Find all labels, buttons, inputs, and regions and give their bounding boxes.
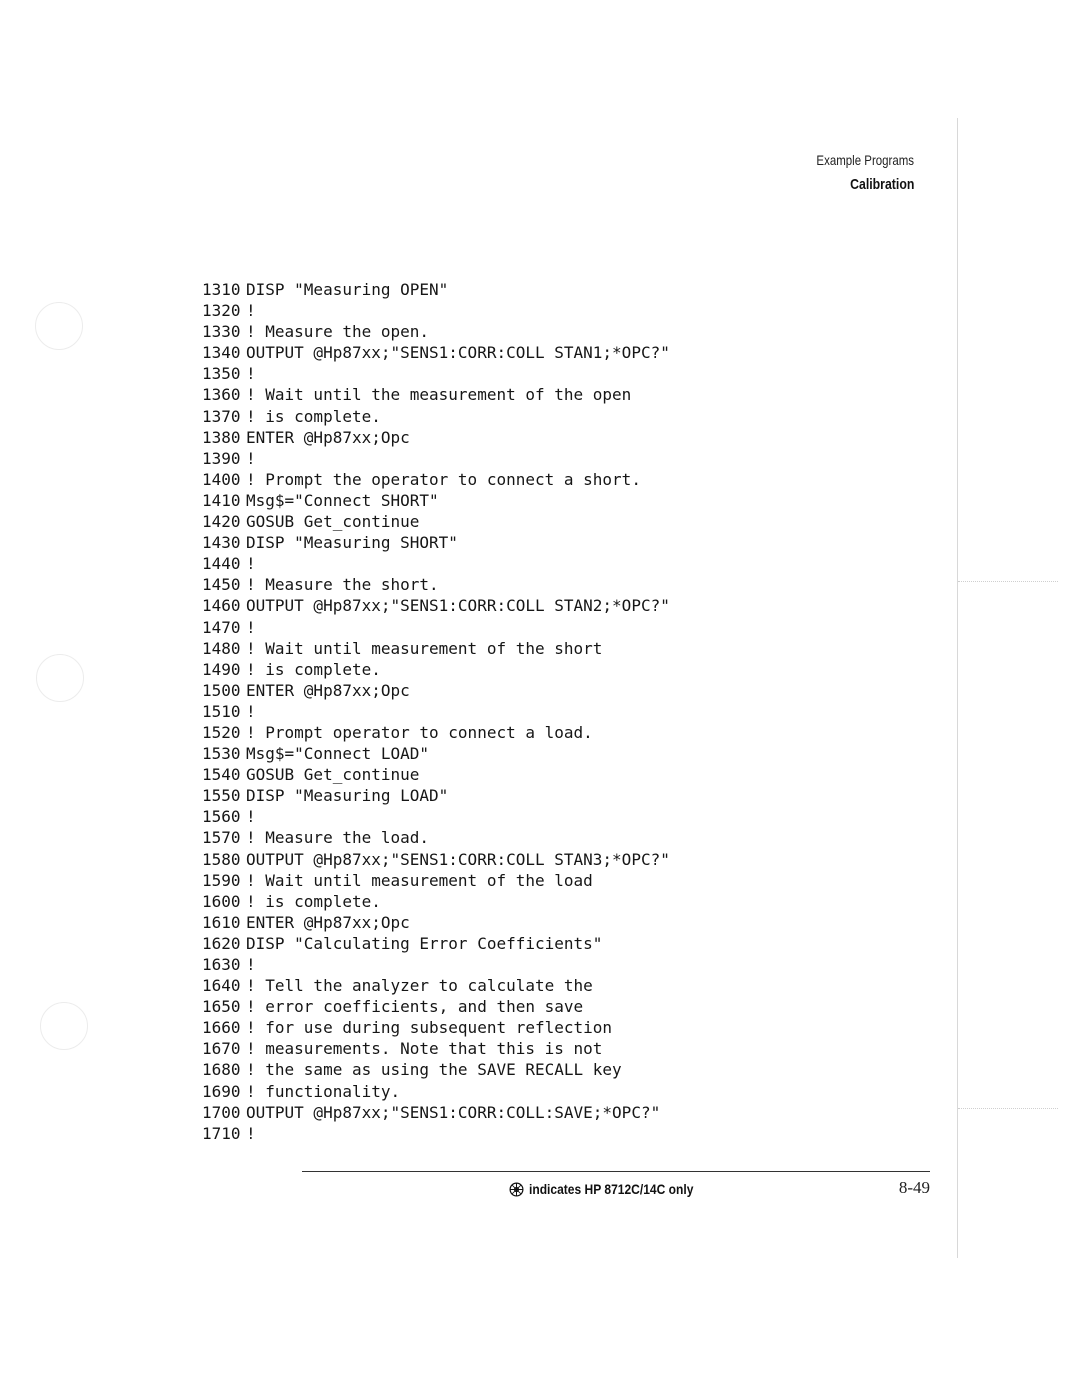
code-text: OUTPUT @Hp87xx;"SENS1:CORR:COLL:SAVE;*OPC?" bbox=[246, 1102, 661, 1122]
code-text: ! Measure the short. bbox=[246, 575, 439, 595]
code-text: Msg$="Connect LOAD" bbox=[246, 744, 430, 764]
code-text: ! error coefficients, and then save bbox=[246, 997, 584, 1017]
line-number: 1450 bbox=[202, 575, 241, 595]
code-line bbox=[202, 891, 670, 912]
line-number: 1600 bbox=[202, 891, 241, 911]
footer-note-text: indicates HP 8712C/14C only bbox=[529, 1181, 694, 1197]
binder-hole bbox=[36, 654, 84, 702]
code-line bbox=[202, 1081, 670, 1102]
line-number: 1430 bbox=[202, 533, 241, 553]
code-line bbox=[202, 933, 670, 954]
code-line bbox=[202, 300, 670, 321]
code-line bbox=[202, 532, 670, 553]
code-line bbox=[202, 321, 670, 342]
code-text: ! Prompt the operator to connect a short. bbox=[246, 469, 641, 489]
line-number: 1700 bbox=[202, 1102, 241, 1122]
code-line bbox=[202, 342, 670, 363]
code-line bbox=[202, 363, 670, 384]
code-text: ! Wait until measurement of the load bbox=[246, 870, 593, 890]
code-text: ! Prompt operator to connect a load. bbox=[246, 722, 593, 742]
code-line bbox=[202, 785, 670, 806]
code-line bbox=[202, 1017, 670, 1038]
line-number: 1310 bbox=[202, 280, 241, 299]
section-title: Example Programs bbox=[816, 152, 914, 168]
code-text: ! bbox=[246, 701, 256, 721]
line-number: 1500 bbox=[202, 680, 241, 700]
code-text: ! bbox=[246, 1123, 256, 1143]
line-number: 1640 bbox=[202, 976, 241, 996]
code-text: ! bbox=[246, 617, 256, 637]
code-text: ! bbox=[246, 364, 256, 384]
code-text: GOSUB Get_continue bbox=[246, 765, 420, 785]
code-line bbox=[202, 764, 670, 785]
code-text: GOSUB Get_continue bbox=[246, 512, 420, 532]
line-number: 1570 bbox=[202, 828, 241, 848]
code-text: ! functionality. bbox=[246, 1081, 401, 1101]
code-text: ENTER @Hp87xx;Opc bbox=[246, 427, 410, 447]
code-text: ! Tell the analyzer to calculate the bbox=[246, 976, 593, 996]
code-line bbox=[202, 617, 670, 638]
code-text: ! bbox=[246, 301, 256, 321]
code-line bbox=[202, 638, 670, 659]
line-number: 1660 bbox=[202, 1018, 241, 1038]
line-number: 1630 bbox=[202, 955, 241, 974]
code-text: ! bbox=[246, 807, 256, 827]
line-number: 1340 bbox=[202, 343, 241, 363]
hp-8712c-symbol-icon bbox=[509, 1182, 524, 1197]
code-line bbox=[202, 659, 670, 680]
code-line bbox=[202, 490, 670, 511]
code-line bbox=[202, 1059, 670, 1080]
code-line bbox=[202, 553, 670, 574]
code-text: DISP "Measuring OPEN" bbox=[246, 280, 449, 299]
line-number: 1690 bbox=[202, 1081, 241, 1101]
code-text: ! bbox=[246, 955, 256, 974]
code-line bbox=[202, 448, 670, 469]
code-text: OUTPUT @Hp87xx;"SENS1:CORR:COLL STAN3;*OPC?" bbox=[246, 849, 670, 869]
code-line bbox=[202, 511, 670, 532]
line-number: 1650 bbox=[202, 997, 241, 1017]
margin-tick bbox=[958, 1108, 1058, 1109]
code-text: ! Measure the open. bbox=[246, 322, 430, 342]
line-number: 1620 bbox=[202, 933, 241, 953]
code-listing bbox=[202, 279, 670, 1144]
code-text: ENTER @Hp87xx;Opc bbox=[246, 912, 410, 932]
code-line bbox=[202, 870, 670, 891]
line-number: 1410 bbox=[202, 490, 241, 510]
code-line bbox=[202, 975, 670, 996]
code-line bbox=[202, 849, 670, 870]
line-number: 1680 bbox=[202, 1060, 241, 1080]
code-text: ! Measure the load. bbox=[246, 828, 430, 848]
line-number: 1510 bbox=[202, 701, 241, 721]
line-number: 1350 bbox=[202, 364, 241, 384]
code-line bbox=[202, 469, 670, 490]
code-text: ! measurements. Note that this is not bbox=[246, 1039, 603, 1059]
binder-hole bbox=[35, 302, 83, 350]
line-number: 1580 bbox=[202, 849, 241, 869]
code-text: Msg$="Connect SHORT" bbox=[246, 490, 439, 510]
margin-tick bbox=[958, 581, 1058, 582]
code-text: DISP "Measuring LOAD" bbox=[246, 786, 449, 806]
line-number: 1470 bbox=[202, 617, 241, 637]
line-number: 1670 bbox=[202, 1039, 241, 1059]
code-text: ENTER @Hp87xx;Opc bbox=[246, 680, 410, 700]
line-number: 1330 bbox=[202, 322, 241, 342]
line-number: 1360 bbox=[202, 385, 241, 405]
line-number: 1320 bbox=[202, 301, 241, 321]
code-line bbox=[202, 996, 670, 1017]
code-text: ! is complete. bbox=[246, 891, 381, 911]
code-line bbox=[202, 827, 670, 848]
code-line bbox=[202, 701, 670, 722]
code-text: ! Wait until measurement of the short bbox=[246, 638, 603, 658]
chapter-title: Calibration bbox=[849, 176, 914, 193]
code-text: OUTPUT @Hp87xx;"SENS1:CORR:COLL STAN2;*OPC?" bbox=[246, 596, 670, 616]
code-text: ! the same as using the SAVE RECALL key bbox=[246, 1060, 622, 1080]
code-line bbox=[202, 427, 670, 448]
code-text: ! bbox=[246, 554, 256, 574]
code-line bbox=[202, 1123, 670, 1144]
code-text: ! is complete. bbox=[246, 406, 381, 426]
line-number: 1480 bbox=[202, 638, 241, 658]
code-line bbox=[202, 743, 670, 764]
page-edge-rule bbox=[957, 118, 958, 1258]
code-text: DISP "Measuring SHORT" bbox=[246, 533, 458, 553]
line-number: 1460 bbox=[202, 596, 241, 616]
code-line bbox=[202, 912, 670, 933]
line-number: 1550 bbox=[202, 786, 241, 806]
code-line bbox=[202, 954, 670, 975]
line-number: 1530 bbox=[202, 744, 241, 764]
footer-rule bbox=[302, 1171, 930, 1172]
code-line bbox=[202, 1102, 670, 1123]
code-line bbox=[202, 806, 670, 827]
code-line bbox=[202, 279, 670, 300]
page-number: 8-49 bbox=[898, 1178, 930, 1197]
line-number: 1590 bbox=[202, 870, 241, 890]
code-line bbox=[202, 384, 670, 405]
code-text: ! Wait until the measurement of the open bbox=[246, 385, 632, 405]
line-number: 1370 bbox=[202, 406, 241, 426]
line-number: 1560 bbox=[202, 807, 241, 827]
line-number: 1420 bbox=[202, 512, 241, 532]
line-number: 1540 bbox=[202, 765, 241, 785]
line-number: 1490 bbox=[202, 659, 241, 679]
binder-hole bbox=[40, 1002, 88, 1050]
code-line bbox=[202, 574, 670, 595]
line-number: 1440 bbox=[202, 554, 241, 574]
code-text: OUTPUT @Hp87xx;"SENS1:CORR:COLL STAN1;*OPC?" bbox=[246, 343, 670, 363]
line-number: 1400 bbox=[202, 469, 241, 489]
line-number: 1710 bbox=[202, 1123, 241, 1143]
code-line bbox=[202, 722, 670, 743]
line-number: 1390 bbox=[202, 448, 241, 468]
code-line bbox=[202, 680, 670, 701]
line-number: 1520 bbox=[202, 722, 241, 742]
code-line bbox=[202, 595, 670, 616]
code-text: ! for use during subsequent reflection bbox=[246, 1018, 613, 1038]
code-text: DISP "Calculating Error Coefficients" bbox=[246, 933, 603, 953]
code-text: ! bbox=[246, 448, 256, 468]
footer-note bbox=[509, 1181, 720, 1197]
code-text: ! is complete. bbox=[246, 659, 381, 679]
code-line bbox=[202, 1038, 670, 1059]
line-number: 1380 bbox=[202, 427, 241, 447]
code-line bbox=[202, 406, 670, 427]
line-number: 1610 bbox=[202, 912, 241, 932]
